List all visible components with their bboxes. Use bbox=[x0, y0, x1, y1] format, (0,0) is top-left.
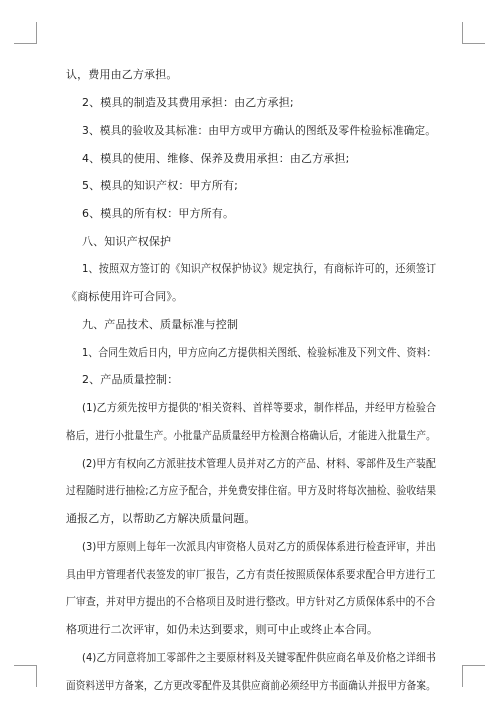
crop-mark-top-right bbox=[462, 43, 485, 44]
crop-mark-bottom-left bbox=[14, 665, 37, 666]
body-line: 具由甲方管理者代表签发的审厂报告，乙方有责任按照质保体系要求配合甲方进行工 bbox=[66, 568, 436, 581]
body-line: 过程随时进行抽检;乙方应予配合，并免费安排住宿。甲方及时将每次抽检、验收结果 bbox=[66, 484, 437, 497]
body-line: 1、按照双方签订的《知识产权保护协议》规定执行，有商标许可的，还须签订 bbox=[82, 262, 437, 275]
crop-mark-bottom-right bbox=[462, 665, 463, 687]
body-line: 《商标使用许可合同》。 bbox=[66, 290, 184, 303]
body-line: 3、模具的验收及其标准：由甲方或甲方确认的图纸及零件检验标准确定。 bbox=[82, 124, 437, 137]
body-line: 5、模具的知识产权：甲方所有; bbox=[82, 179, 238, 192]
section-heading: 九、产品技术、质量标准与控制 bbox=[82, 318, 239, 331]
crop-mark-bottom-right bbox=[462, 665, 485, 666]
body-line: 厂审查，并对甲方提出的不合格项目及时进行整改。甲方针对乙方质保体系中的不合 bbox=[66, 595, 436, 608]
body-line: 1、合同生效后日内，甲方应向乙方提供相关图纸、检验标准及下列文件、资料： bbox=[82, 346, 437, 359]
section-heading: 八、知识产权保护 bbox=[82, 235, 172, 248]
body-line: 面资料送甲方备案，乙方更改零配件及其供应商前必须经甲方书面确认并报甲方备案。 bbox=[66, 679, 436, 692]
body-line: 4、模具的使用、维修、保养及费用承担：由乙方承担; bbox=[82, 152, 350, 165]
body-line: (3)甲方原则上每年一次派具内审资格人员对乙方的质保体系进行检查评审，并出 bbox=[82, 540, 437, 553]
body-line: 认，费用由乙方承担。 bbox=[66, 68, 178, 81]
body-line: 格项进行二次评审，如仍未达到要求，则可中止或终止本合同。 bbox=[66, 623, 379, 636]
body-line: (1)乙方须先按甲方提供的'相关资料、首样等要求，制作样品，并经甲方检验合 bbox=[82, 401, 437, 414]
body-line: (4)乙方同意将加工零部件之主要原材料及关键零配件供应商名单及价格之详细书 bbox=[82, 651, 437, 664]
crop-mark-top-left bbox=[36, 22, 37, 44]
body-line: (2)甲方有权向乙方派驻技术管理人员并对乙方的产品、材料、零部件及生产装配 bbox=[82, 457, 437, 470]
body-line: 通报乙方，以帮助乙方解决质量问题。 bbox=[66, 512, 256, 525]
body-line: 6、模具的所有权：甲方所有。 bbox=[82, 207, 235, 220]
crop-mark-bottom-left bbox=[36, 665, 37, 687]
body-line: 格后，进行小批量生产。小批量产品质量经甲方检测合格确认后，才能进入批量生产。 bbox=[66, 429, 436, 442]
crop-mark-top-left bbox=[14, 43, 37, 44]
crop-mark-top-right bbox=[462, 22, 463, 44]
body-line: 2、模具的制造及其费用承担：由乙方承担; bbox=[82, 96, 294, 109]
body-line: 2、产品质量控制： bbox=[82, 373, 179, 386]
